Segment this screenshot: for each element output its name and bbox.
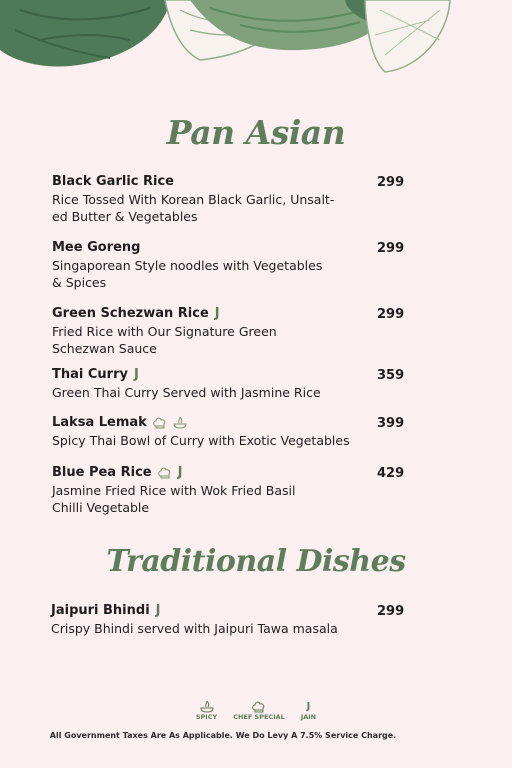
legend-spicy xyxy=(196,701,217,721)
chef-hat-icon xyxy=(158,467,172,479)
chili-bowl-icon xyxy=(200,701,214,713)
legend-label: JAIN xyxy=(300,713,317,721)
jain-icon: J xyxy=(133,367,139,382)
item-price: 359 xyxy=(377,368,405,383)
item-description: Singaporean Style noodles with Vegetables & Spices xyxy=(52,258,323,290)
jain-icon: J xyxy=(214,306,220,321)
legend xyxy=(0,701,512,721)
legend-label: CHEF SPECIAL xyxy=(233,713,285,721)
legend-label: SPICY xyxy=(195,713,218,721)
item-description: Jasmine Fried Rice with Wok Fried Basil Chilli Vegetable xyxy=(52,483,296,515)
item-price: 299 xyxy=(377,307,405,322)
menu-item-thai-curry xyxy=(52,366,372,401)
chili-bowl-icon xyxy=(173,417,187,429)
item-price: 399 xyxy=(377,416,405,431)
item-name: Laksa Lemak xyxy=(52,415,147,430)
menu-item-green-schezwan-rice xyxy=(52,305,372,357)
item-name: Jaipuri Bhindi xyxy=(51,603,150,618)
item-description: Fried Rice with Our Signature Green Schezwan Sauce xyxy=(52,324,277,356)
section-title-traditional-dishes: Traditional Dishes xyxy=(106,544,406,579)
item-description: Spicy Thai Bowl of Curry with Exotic Vegetables xyxy=(52,433,350,448)
legend-chef-special xyxy=(233,701,285,721)
item-name: Thai Curry xyxy=(52,367,128,382)
item-name: Green Schezwan Rice xyxy=(52,306,209,321)
item-description: Crispy Bhindi served with Jaipuri Tawa masala xyxy=(51,621,338,636)
item-name: Mee Goreng xyxy=(52,240,141,255)
item-name: Black Garlic Rice xyxy=(52,174,175,189)
item-price: 299 xyxy=(377,604,405,619)
menu-item-black-garlic-rice xyxy=(52,173,372,225)
jain-icon: J xyxy=(177,465,183,480)
chef-hat-icon xyxy=(153,417,167,429)
menu-item-blue-pea-rice xyxy=(52,464,372,516)
item-name: Blue Pea Rice xyxy=(52,465,152,480)
item-description: Green Thai Curry Served with Jasmine Rice xyxy=(52,385,321,400)
menu-item-mee-goreng xyxy=(52,239,372,291)
item-price: 299 xyxy=(377,175,405,190)
jain-icon: J xyxy=(155,603,161,618)
item-price: 429 xyxy=(377,466,405,481)
tax-disclaimer: All Government Taxes Are As Applicable. We Do Levy A 7.5% Service Charge. xyxy=(49,731,397,740)
item-description: Rice Tossed With Korean Black Garlic, Unsalt-ed Butter & Vegetables xyxy=(52,192,335,224)
menu-item-laksa-lemak xyxy=(52,414,372,449)
jain-icon: J xyxy=(306,701,311,712)
monstera-leaves-decoration xyxy=(0,0,512,80)
chef-hat-icon xyxy=(252,701,266,713)
legend-jain xyxy=(301,701,316,721)
section-title-pan-asian: Pan Asian xyxy=(166,113,346,152)
item-price: 299 xyxy=(377,241,405,256)
menu-item-jaipuri-bhindi xyxy=(51,602,371,637)
